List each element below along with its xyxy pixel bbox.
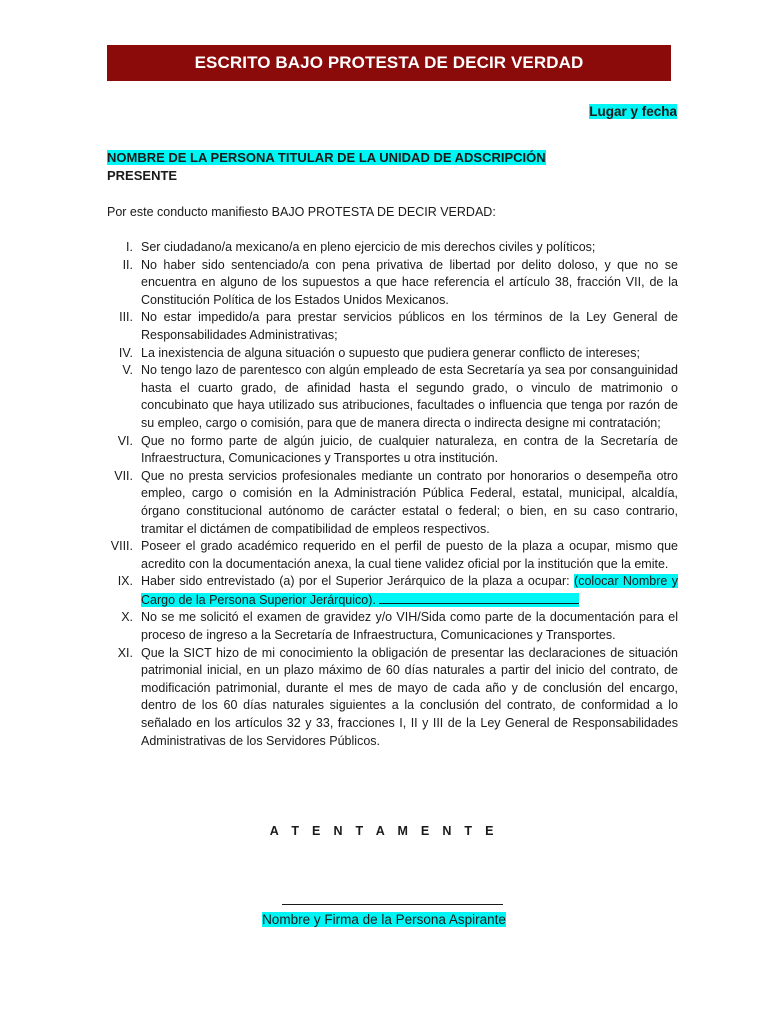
list-item (107, 433, 678, 468)
document-title: ESCRITO BAJO PROTESTA DE DECIR VERDAD (194, 53, 584, 72)
list-item (107, 345, 678, 363)
list-item (107, 468, 678, 538)
intro-paragraph: Por este conducto manifiesto BAJO PROTESTA DE DECIR VERDAD: (107, 205, 496, 219)
list-item (107, 239, 678, 257)
place-date-field (589, 104, 677, 119)
item-text: Que no formo parte de algún juicio, de cualquier naturaleza, en contra de la Secretaría de Infraestructura, Comunicaciones y Transportes u otra institución. (141, 433, 678, 466)
list-item (107, 538, 678, 573)
item-text: La inexistencia de alguna situación o supuesto que pudiera generar conflicto de intereses; (141, 345, 640, 360)
closing-atentamente: A T E N T A M E N T E (269, 824, 499, 838)
item-number: III. (119, 310, 133, 325)
declaration-list (107, 239, 678, 750)
interviewer-statement: Haber sido entrevistado (a) por el Superior Jerárquico de la plaza a ocupar: (141, 574, 570, 589)
title-banner (107, 45, 671, 81)
interviewer-blank-line (379, 591, 579, 604)
item-number: X. (121, 610, 133, 625)
list-item (107, 609, 678, 644)
item-text: No tengo lazo de parentesco con algún empleado de esta Secretaría ya sea por consanguinidad hasta el cuarto grado, de afinidad hasta el segundo grado, o vinculo de matrimonio o concubinato que haya utilizado sus atribuciones, facultades o influencia que tenga por razón de su empleo, cargo o comisión, para que de manera directa o indirecta designe mi contratación; (141, 363, 678, 430)
list-item (107, 309, 678, 344)
item-number: IX. (117, 574, 133, 589)
list-item (107, 257, 678, 310)
item-text: No se me solicitó el examen de gravidez y/o VIH/Sida como parte de la documentación para el proceso de ingreso a la Secretaría de Infraestructura, Comunicaciones y Transportes. (141, 610, 678, 643)
list-item (107, 645, 678, 751)
item-text-interviewer (141, 573, 678, 609)
item-number: I. (126, 240, 133, 254)
addressee-presente: PRESENTE (107, 168, 178, 183)
item-number: VI. (117, 433, 133, 448)
item-text: No estar impedido/a para prestar servicios públicos en los términos de la Ley General de Responsabilidades Administrativas; (141, 310, 678, 342)
item-number: IV. (118, 345, 133, 360)
list-item (107, 573, 678, 609)
addressee-name-placeholder: NOMBRE DE LA PERSONA TITULAR DE LA UNIDAD DE ADSCRIPCIÓN (107, 150, 546, 165)
list-item (107, 362, 678, 432)
item-text: Que no presta servicios profesionales mediante un contrato por honorarios o desempeña otro empleo, cargo o comisión en la Administración Pública Federal, estatal, municipal, alcaldía, órgano constitucional autónomo de carácter estatal o federal; o bien, en su caso contrario, tramitar el dictámen de compatibilidad de empleos respectivos. (141, 468, 678, 536)
item-text: No haber sido sentenciado/a con pena privativa de libertad por delito doloso, y que no se encuentra en alguno de los supuestos a que hace referencia el artículo 38, fracción VII, de la Constitución Política de los Estados Unidos Mexicanos. (141, 257, 678, 307)
item-number: VIII. (110, 539, 133, 554)
item-text: Ser ciudadano/a mexicano/a en pleno ejercicio de mis derechos civiles y políticos; (141, 240, 596, 254)
item-number: II. (122, 257, 133, 272)
item-number: V. (122, 363, 133, 378)
signature-block (0, 912, 768, 927)
addressee-block (107, 149, 546, 185)
place-date-placeholder: Lugar y fecha (589, 104, 677, 119)
signature-line (282, 904, 503, 905)
item-text: Poseer el grado académico requerido en el perfil de puesto de la plaza a ocupar, mismo que acredito con la documentación anexa, la cual tiene validez oficial por la institución que la emite. (141, 539, 678, 571)
signature-label: Nombre y Firma de la Persona Aspirante (262, 912, 506, 927)
interviewer-placeholder-text: (colocar Nombre y Cargo de la Persona Superior Jerárquico). (141, 574, 678, 607)
item-text: Que la SICT hizo de mi conocimiento la obligación de presentar las declaraciones de situación patrimonial inicial, en un plazo máximo de 60 días naturales a partir del inicio del contrato, de modificación patrimonial, durante el mes de mayo de cada año y de conclusión del encargo, dentro de los 60 días naturales siguientes a la conclusión del contrato, de conformidad a lo señalado en los artículos 32 y 33, fracciones I, II y III de la Ley General de Responsabilidades Administrativas de los Servidores Públicos. (141, 645, 678, 748)
item-number: VII. (114, 468, 133, 483)
item-number: XI. (117, 645, 133, 660)
